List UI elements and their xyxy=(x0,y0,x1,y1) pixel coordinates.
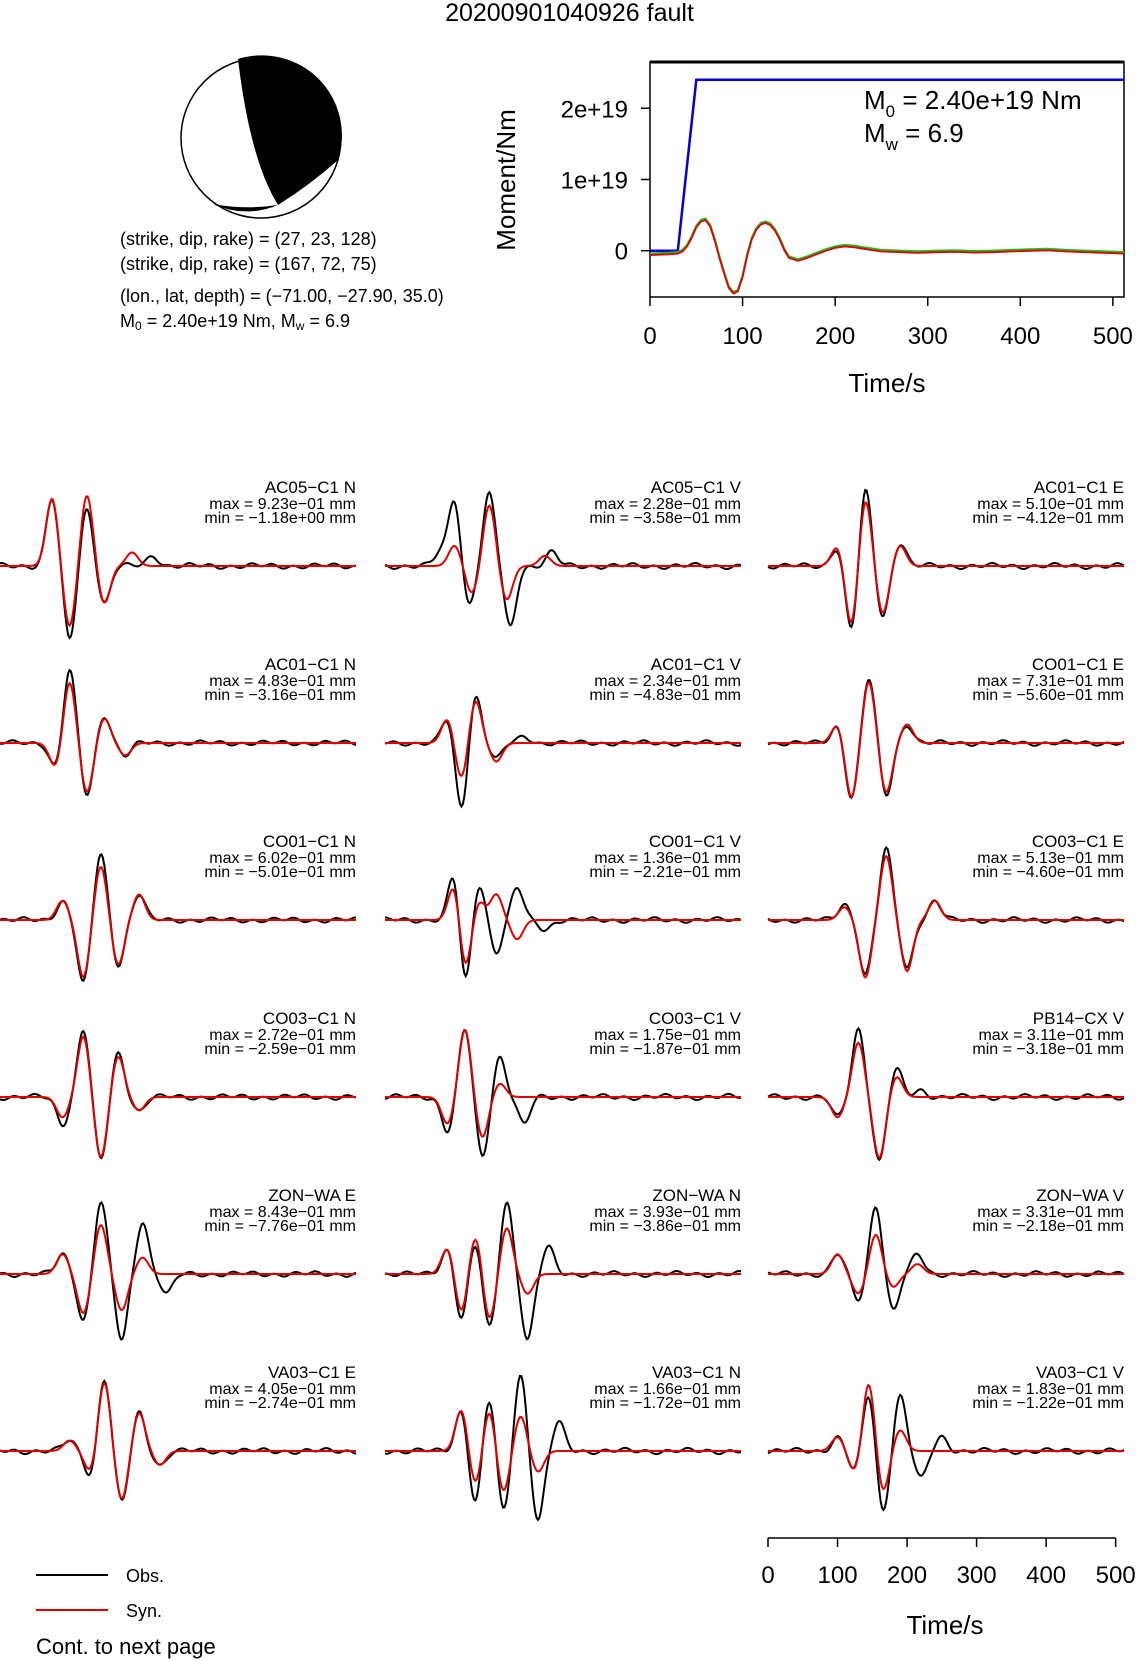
trace-max-label: max = 1.83e−01 mm xyxy=(977,1381,1124,1398)
time-axis-tick-label: 0 xyxy=(761,1562,775,1589)
trace-max-label: max = 3.31e−01 mm xyxy=(977,1204,1124,1221)
observed-trace xyxy=(768,1395,1124,1510)
synthetic-trace xyxy=(0,1225,356,1313)
synthetic-trace xyxy=(385,702,741,776)
waveform-panel xyxy=(0,832,356,981)
waveform-panel xyxy=(768,478,1124,627)
trace-station-label: AC05−C1 V xyxy=(650,478,741,497)
trace-station-label: CO03−C1 V xyxy=(648,1009,741,1028)
trace-min-label: min = −5.01e−01 mm xyxy=(204,864,356,881)
trace-station-label: ZON−WA V xyxy=(1036,1186,1124,1205)
waveform-panel xyxy=(768,1009,1125,1160)
synthetic-trace xyxy=(385,1411,741,1490)
trace-min-label: min = −4.12e−01 mm xyxy=(972,510,1124,527)
time-axis-tick-label: 500 xyxy=(1095,1562,1136,1589)
trace-min-label: min = −1.22e−01 mm xyxy=(972,1395,1124,1412)
trace-station-label: VA03−C1 N xyxy=(652,1363,741,1382)
moment-y-tick-label: 2e+19 xyxy=(560,96,628,124)
trace-station-label: VA03−C1 E xyxy=(267,1363,356,1382)
trace-min-label: min = −1.18e+00 mm xyxy=(204,510,356,527)
hypocenter-info: (lon., lat, depth) = (−71.00, −27.90, 35.0) xyxy=(120,286,444,306)
time-axis-tick-label: 200 xyxy=(887,1562,928,1589)
trace-max-label: max = 2.72e−01 mm xyxy=(209,1027,356,1044)
moment-x-tick-label: 200 xyxy=(815,323,856,350)
page-title: 20200901040926 fault xyxy=(445,0,694,27)
synthetic-trace xyxy=(385,1229,741,1318)
legend-syn-label: Syn. xyxy=(126,1601,163,1621)
waveform-panel xyxy=(385,832,742,976)
trace-max-label: max = 3.93e−01 mm xyxy=(594,1204,741,1221)
waveform-panel xyxy=(385,478,742,625)
waveform-panel xyxy=(768,655,1124,798)
moment-x-tick-label: 0 xyxy=(643,323,657,350)
trace-max-label: max = 2.28e−01 mm xyxy=(594,496,741,513)
trace-min-label: min = −1.72e−01 mm xyxy=(589,1395,741,1412)
waveform-panel xyxy=(768,1363,1125,1510)
m0-annotation: $M_0 = 2.40e+19$ Nm xyxy=(864,85,1082,121)
trace-min-label: min = −4.83e−01 mm xyxy=(589,687,741,704)
mw-annotation: $M_w = 6.9$ xyxy=(864,118,964,154)
trace-max-label: max = 5.10e−01 mm xyxy=(977,496,1124,513)
observed-trace xyxy=(385,697,741,807)
trace-min-label: min = −2.21e−01 mm xyxy=(589,864,741,881)
synthetic-trace xyxy=(385,890,741,963)
trace-max-label: max = 1.75e−01 mm xyxy=(594,1027,741,1044)
trace-min-label: min = −3.18e−01 mm xyxy=(972,1041,1124,1058)
trace-station-label: CO03−C1 E xyxy=(1031,832,1124,851)
waveform-time-axis-label: Time/s xyxy=(906,1610,984,1640)
trace-station-label: ZON−WA E xyxy=(268,1186,356,1205)
trace-station-label: ZON−WA N xyxy=(652,1186,741,1205)
continuation-note: Cont. to next page xyxy=(36,1634,216,1659)
time-axis-tick-label: 300 xyxy=(956,1562,997,1589)
trace-min-label: min = −4.60e−01 mm xyxy=(972,864,1124,881)
waveform-panel xyxy=(0,1363,356,1500)
waveform-panel xyxy=(0,1186,356,1339)
waveform-panel xyxy=(0,478,356,638)
trace-max-label: max = 6.02e−01 mm xyxy=(209,850,356,867)
observed-trace xyxy=(385,879,741,976)
moment-x-tick-label: 300 xyxy=(907,323,948,350)
trace-max-label: max = 3.11e−01 mm xyxy=(978,1027,1124,1044)
legend xyxy=(36,1566,164,1621)
trace-max-label: max = 4.83e−01 mm xyxy=(209,673,356,690)
trace-station-label: CO01−C1 N xyxy=(262,832,356,851)
trace-min-label: min = −2.59e−01 mm xyxy=(204,1041,356,1058)
synthetic-trace xyxy=(768,1043,1124,1158)
synthetic-trace xyxy=(768,1235,1124,1293)
waveform-panel xyxy=(385,1186,741,1339)
waveform-panel xyxy=(768,1186,1125,1309)
moment-y-tick-label: 0 xyxy=(614,238,628,266)
trace-min-label: min = −2.74e−01 mm xyxy=(204,1395,356,1412)
trace-min-label: min = −3.86e−01 mm xyxy=(589,1218,741,1235)
waveform-grid xyxy=(0,478,1125,1520)
magnitude-info: $M_0 = 2.40e+19$ Nm, $M_w = 6.9$ xyxy=(120,311,350,333)
trace-max-label: max = 5.13e−01 mm xyxy=(977,850,1124,867)
moment-rate-line-red xyxy=(650,220,1124,293)
trace-min-label: min = −1.87e−01 mm xyxy=(589,1041,741,1058)
trace-station-label: AC05−C1 N xyxy=(264,478,356,497)
moment-x-tick-label: 500 xyxy=(1092,323,1133,350)
moment-chart xyxy=(491,62,1133,398)
moment-chart-y-label: Moment/Nm xyxy=(491,109,521,251)
waveform-panel xyxy=(768,832,1124,977)
trace-min-label: min = −3.58e−01 mm xyxy=(589,510,741,527)
trace-station-label: VA03−C1 V xyxy=(1035,1363,1124,1382)
time-axis-tick-label: 400 xyxy=(1026,1562,1067,1589)
waveform-panel xyxy=(0,1009,356,1158)
trace-min-label: min = −5.60e−01 mm xyxy=(972,687,1124,704)
legend-obs-label: Obs. xyxy=(126,1566,165,1586)
waveform-panel xyxy=(385,1009,742,1156)
moment-x-tick-label: 400 xyxy=(1000,323,1041,350)
trace-max-label: max = 8.43e−01 mm xyxy=(209,1204,356,1221)
trace-station-label: CO01−C1 V xyxy=(648,832,741,851)
trace-station-label: CO01−C1 E xyxy=(1031,655,1124,674)
nodal-plane-1: (strike, dip, rake) = (27, 23, 128) xyxy=(120,229,377,249)
moment-x-tick-label: 100 xyxy=(722,323,763,350)
waveform-panel xyxy=(385,655,742,807)
trace-max-label: max = 1.66e−01 mm xyxy=(594,1381,741,1398)
moment-rate-line-green xyxy=(650,219,1124,292)
trace-min-label: min = −2.18e−01 mm xyxy=(972,1218,1124,1235)
trace-max-label: max = 7.31e−01 mm xyxy=(977,673,1124,690)
trace-station-label: AC01−C1 N xyxy=(264,655,356,674)
waveform-panel xyxy=(0,655,356,795)
beachball xyxy=(181,55,342,218)
moment-chart-y-axis xyxy=(561,96,650,265)
waveform-panel xyxy=(385,1363,741,1520)
moment-y-tick-label: 1e+19 xyxy=(560,167,628,195)
time-axis-tick-label: 100 xyxy=(817,1562,858,1589)
trace-station-label: CO03−C1 N xyxy=(262,1009,356,1028)
trace-station-label: AC01−C1 E xyxy=(1033,478,1124,497)
trace-min-label: min = −3.16e−01 mm xyxy=(204,687,356,704)
waveform-time-axis xyxy=(761,1538,1135,1589)
trace-max-label: max = 2.34e−01 mm xyxy=(594,673,741,690)
trace-min-label: min = −7.76e−01 mm xyxy=(204,1218,356,1235)
trace-max-label: max = 4.05e−01 mm xyxy=(209,1381,356,1398)
nodal-plane-2: (strike, dip, rake) = (167, 72, 75) xyxy=(120,254,377,274)
moment-chart-x-label: Time/s xyxy=(848,368,926,398)
trace-max-label: max = 9.23e−01 mm xyxy=(209,496,356,513)
trace-station-label: PB14−CX V xyxy=(1032,1009,1124,1028)
trace-max-label: max = 1.36e−01 mm xyxy=(594,850,741,867)
moment-chart-x-axis xyxy=(643,297,1133,350)
trace-station-label: AC01−C1 V xyxy=(650,655,741,674)
